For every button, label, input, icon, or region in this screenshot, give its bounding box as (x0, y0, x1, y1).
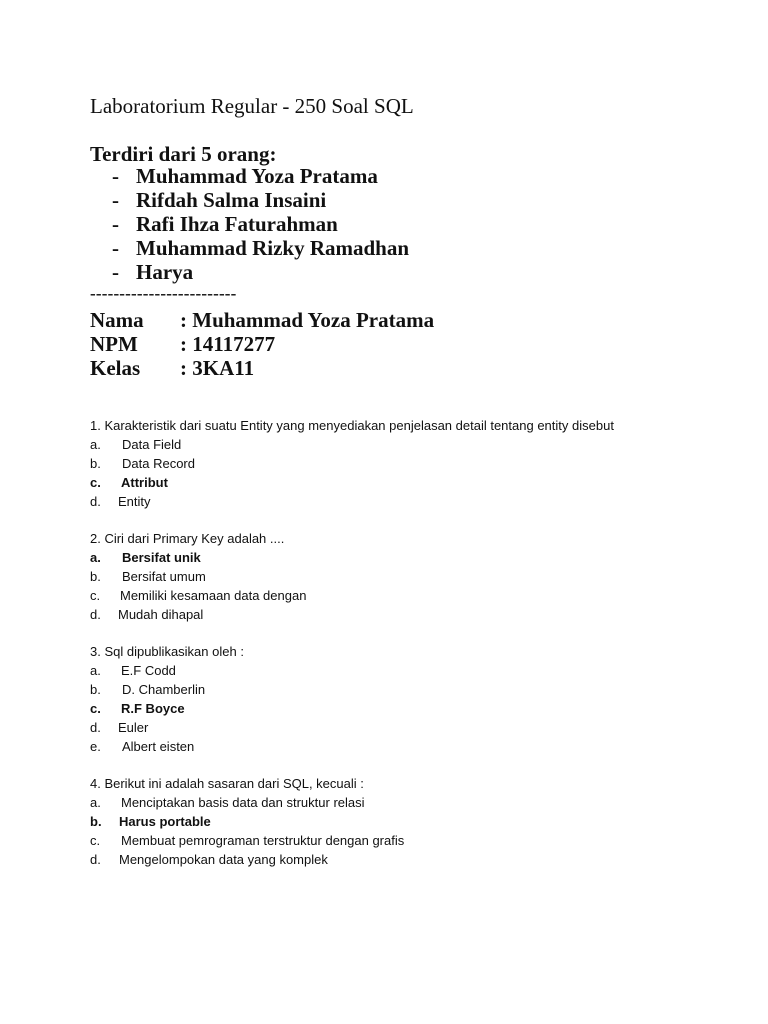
name-label: Nama (90, 308, 144, 332)
option-text: Bersifat unik (122, 550, 201, 565)
option-letter: a. (90, 437, 101, 452)
student-class-row (90, 355, 690, 379)
option-letter: a. (90, 663, 101, 678)
option-letter: b. (90, 682, 101, 697)
option-letter: b. (90, 814, 102, 829)
question-text: 4. Berikut ini adalah sasaran dari SQL, kecuali : (90, 776, 364, 791)
answer-option (90, 605, 730, 624)
option-text: D. Chamberlin (122, 682, 206, 697)
question-text: 3. Sql dipublikasikan oleh : (90, 644, 244, 659)
answer-option (90, 586, 730, 605)
option-text: Data Field (122, 437, 182, 452)
option-text: Harus portable (119, 814, 211, 829)
question-spacer (90, 756, 730, 774)
answer-option (90, 718, 730, 737)
bullet-dash: - (112, 260, 119, 284)
student-info (90, 307, 690, 379)
option-letter: a. (90, 550, 101, 565)
answer-option-correct (90, 548, 730, 567)
option-letter: b. (90, 569, 101, 584)
question-block (90, 642, 730, 756)
option-letter: d. (90, 720, 101, 735)
option-letter: a. (90, 795, 101, 810)
npm-label: NPM (90, 332, 138, 356)
answer-option-correct (90, 473, 730, 492)
member-name: Muhammad Yoza Pratama (136, 164, 378, 188)
option-letter: c. (90, 475, 101, 490)
answer-option-correct (90, 699, 730, 718)
option-letter: d. (90, 852, 101, 867)
bullet-dash: - (112, 164, 119, 188)
bullet-dash: - (112, 188, 119, 212)
option-text: Memiliki kesamaan data dengan (120, 588, 307, 603)
question-block (90, 529, 730, 624)
answer-option (90, 661, 730, 680)
answer-option-correct (90, 812, 730, 831)
option-letter: b. (90, 456, 101, 471)
option-text: Data Record (122, 456, 195, 471)
answer-option (90, 831, 730, 850)
option-letter: c. (90, 701, 101, 716)
member-name: Harya (136, 260, 194, 284)
option-text: Mudah dihapal (118, 607, 204, 622)
option-text: R.F Boyce (121, 701, 185, 716)
member-name: Muhammad Rizky Ramadhan (136, 236, 410, 260)
question-spacer (90, 624, 730, 642)
option-text: Membuat pemrograman terstruktur dengan grafis (121, 833, 405, 848)
option-letter: d. (90, 494, 101, 509)
question-text: 1. Karakteristik dari suatu Entity yang menyediakan penjelasan detail tentang entity disebut (90, 418, 614, 433)
question-block (90, 416, 730, 511)
answer-option (90, 737, 730, 756)
student-name-row (90, 307, 690, 331)
option-letter: e. (90, 739, 101, 754)
question-block (90, 774, 730, 869)
name-value: : Muhammad Yoza Pratama (180, 308, 435, 332)
bullet-dash: - (112, 212, 119, 236)
class-label: Kelas (90, 356, 141, 380)
bullet-dash: - (112, 236, 119, 260)
option-letter: c. (90, 833, 101, 848)
answer-option (90, 793, 730, 812)
option-text: Mengelompokan data yang komplek (119, 852, 328, 867)
member-name: Rifdah Salma Insaini (136, 188, 327, 212)
question-spacer (90, 511, 730, 529)
answer-option (90, 680, 730, 699)
option-letter: c. (90, 588, 101, 603)
member-name: Rafi Ihza Faturahman (136, 212, 338, 236)
answer-option (90, 567, 730, 586)
option-text: Entity (118, 494, 151, 509)
option-text: Bersifat umum (122, 569, 206, 584)
option-text: Albert eisten (122, 739, 195, 754)
answer-option (90, 492, 730, 511)
answer-option (90, 850, 730, 869)
class-value: : 3KA11 (180, 356, 255, 380)
option-text: Euler (118, 720, 149, 735)
question-list (90, 416, 730, 869)
option-text: Attribut (121, 475, 168, 490)
option-text: E.F Codd (121, 663, 176, 678)
student-npm-row (90, 331, 690, 355)
answer-option (90, 435, 730, 454)
question-text: 2. Ciri dari Primary Key adalah .... (90, 531, 285, 546)
team-heading: Terdiri dari 5 orang: (90, 142, 277, 166)
page-title: Laboratorium Regular - 250 Soal SQL (90, 94, 414, 118)
section-divider: ------------------------- (90, 284, 237, 303)
option-text: Menciptakan basis data dan struktur relasi (121, 795, 365, 810)
option-letter: d. (90, 607, 101, 622)
answer-option (90, 454, 730, 473)
npm-value: : 14117277 (180, 332, 276, 356)
